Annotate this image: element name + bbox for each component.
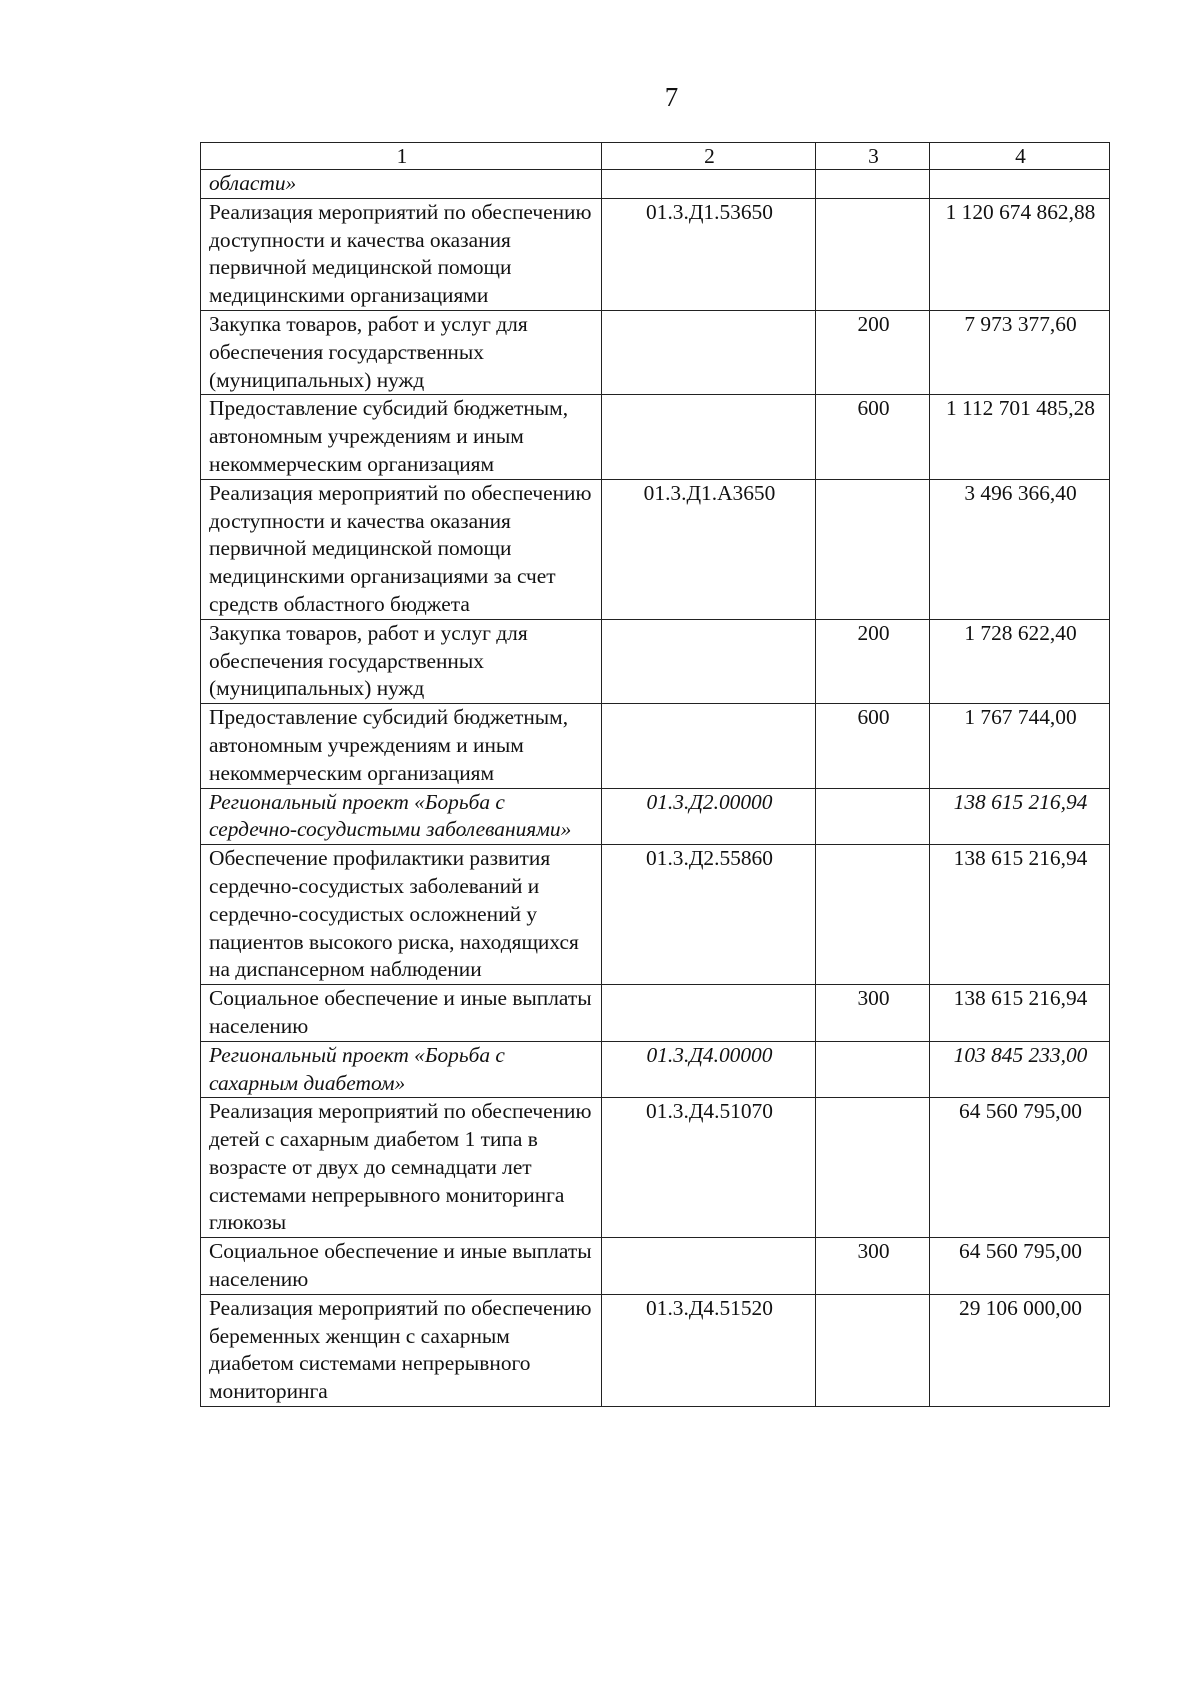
row-amount-cell	[930, 170, 1110, 199]
header-col-4: 4	[930, 143, 1110, 170]
table-row	[201, 845, 1110, 985]
row-amount-cell: 1 767 744,00	[930, 704, 1110, 788]
row-expense-type-cell: 300	[816, 985, 930, 1042]
header-col-3: 3	[816, 143, 930, 170]
table-row	[201, 479, 1110, 619]
row-name-cell: Закупка товаров, работ и услуг для обеспечения государственных (муниципальных) нужд	[201, 310, 602, 394]
row-amount-cell: 29 106 000,00	[930, 1294, 1110, 1406]
row-name-cell: Социальное обеспечение и иные выплаты населению	[201, 1238, 602, 1295]
row-expense-type-cell	[816, 788, 930, 845]
row-expense-type-cell	[816, 845, 930, 985]
row-expense-type-cell	[816, 479, 930, 619]
row-amount-cell: 64 560 795,00	[930, 1098, 1110, 1238]
table-row	[201, 704, 1110, 788]
row-amount-cell: 3 496 366,40	[930, 479, 1110, 619]
row-amount-cell: 7 973 377,60	[930, 310, 1110, 394]
page-number: 7	[664, 82, 679, 112]
row-name-cell: Реализация мероприятий по обеспечению беременных женщин с сахарным диабетом системами непрерывного мониторинга	[201, 1294, 602, 1406]
row-name-cell: области»	[201, 170, 602, 199]
row-expense-type-cell	[816, 1294, 930, 1406]
row-expense-type-cell: 600	[816, 704, 930, 788]
row-amount-cell: 138 615 216,94	[930, 788, 1110, 845]
row-code-cell	[602, 619, 816, 703]
row-expense-type-cell: 600	[816, 395, 930, 479]
table-header-row	[201, 143, 1110, 170]
table-row	[201, 619, 1110, 703]
row-expense-type-cell: 300	[816, 1238, 930, 1295]
row-expense-type-cell: 200	[816, 619, 930, 703]
row-amount-cell: 1 120 674 862,88	[930, 198, 1110, 310]
table-row	[201, 788, 1110, 845]
row-expense-type-cell	[816, 198, 930, 310]
row-amount-cell: 103 845 233,00	[930, 1041, 1110, 1098]
row-name-cell: Региональный проект «Борьба с сердечно-сосудистыми заболеваниями»	[201, 788, 602, 845]
row-code-cell: 01.3.Д1.53650	[602, 198, 816, 310]
table-row	[201, 1294, 1110, 1406]
row-name-cell: Предоставление субсидий бюджетным, автономным учреждениям и иным некоммерческим организациям	[201, 704, 602, 788]
header-col-2: 2	[602, 143, 816, 170]
row-code-cell	[602, 1238, 816, 1295]
row-expense-type-cell: 200	[816, 310, 930, 394]
table-row	[201, 170, 1110, 199]
row-name-cell: Реализация мероприятий по обеспечению детей с сахарным диабетом 1 типа в возрасте от двух до семнадцати лет системами непрерывного мониторинга глюкозы	[201, 1098, 602, 1238]
row-name-cell: Реализация мероприятий по обеспечению доступности и качества оказания первичной медицинской помощи медицинскими организациями за счет средств областного бюджета	[201, 479, 602, 619]
row-name-cell: Региональный проект «Борьба с сахарным диабетом»	[201, 1041, 602, 1098]
table-row	[201, 198, 1110, 310]
row-code-cell	[602, 704, 816, 788]
row-code-cell: 01.3.Д4.00000	[602, 1041, 816, 1098]
row-expense-type-cell	[816, 1041, 930, 1098]
row-amount-cell: 1 728 622,40	[930, 619, 1110, 703]
row-code-cell: 01.3.Д4.51520	[602, 1294, 816, 1406]
row-name-cell: Закупка товаров, работ и услуг для обеспечения государственных (муниципальных) нужд	[201, 619, 602, 703]
budget-table	[200, 142, 1110, 1407]
row-code-cell: 01.3.Д1.А3650	[602, 479, 816, 619]
table-body	[201, 170, 1110, 1407]
row-name-cell: Реализация мероприятий по обеспечению доступности и качества оказания первичной медицинской помощи медицинскими организациями	[201, 198, 602, 310]
row-name-cell: Обеспечение профилактики развития сердечно-сосудистых заболеваний и сердечно-сосудистых осложнений у пациентов высокого риска, находящихся на диспансерном наблюдении	[201, 845, 602, 985]
header-col-1: 1	[201, 143, 602, 170]
table-row	[201, 310, 1110, 394]
row-code-cell	[602, 985, 816, 1042]
table-row	[201, 395, 1110, 479]
row-code-cell	[602, 170, 816, 199]
row-amount-cell: 138 615 216,94	[930, 845, 1110, 985]
row-amount-cell: 138 615 216,94	[930, 985, 1110, 1042]
row-code-cell	[602, 395, 816, 479]
table-row	[201, 985, 1110, 1042]
row-name-cell: Предоставление субсидий бюджетным, автономным учреждениям и иным некоммерческим организациям	[201, 395, 602, 479]
row-code-cell: 01.3.Д2.55860	[602, 845, 816, 985]
row-expense-type-cell	[816, 170, 930, 199]
row-amount-cell: 1 112 701 485,28	[930, 395, 1110, 479]
row-code-cell	[602, 310, 816, 394]
row-name-cell: Социальное обеспечение и иные выплаты населению	[201, 985, 602, 1042]
row-expense-type-cell	[816, 1098, 930, 1238]
table-row	[201, 1098, 1110, 1238]
row-code-cell: 01.3.Д2.00000	[602, 788, 816, 845]
table-row	[201, 1238, 1110, 1295]
row-amount-cell: 64 560 795,00	[930, 1238, 1110, 1295]
row-code-cell: 01.3.Д4.51070	[602, 1098, 816, 1238]
table-row	[201, 1041, 1110, 1098]
